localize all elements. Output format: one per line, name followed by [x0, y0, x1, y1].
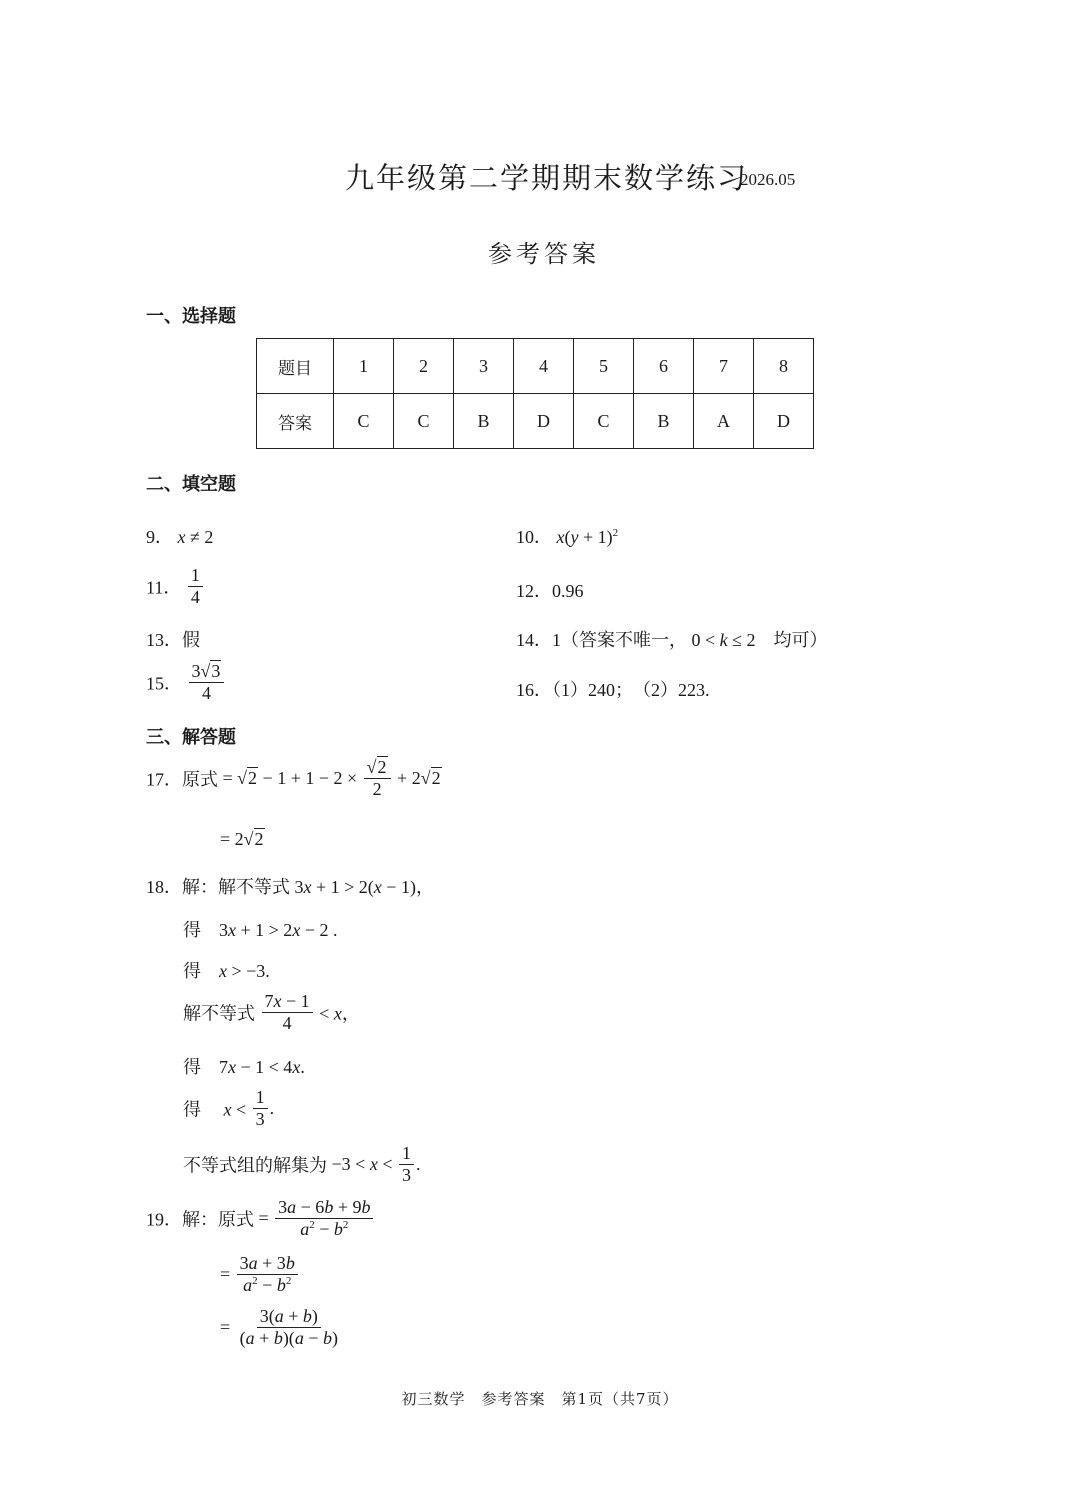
page-footer: 初三数学 参考答案 第1页（共7页） [401, 1390, 679, 1408]
table-cell: C [574, 394, 634, 449]
section-fill: 二、填空题 [146, 474, 236, 495]
table-cell: D [754, 394, 814, 449]
exam-date: 2026.05 [740, 170, 796, 189]
answer-14: 14．1（答案不唯一， 0 < k ≤ 2 均可） [516, 630, 828, 650]
answer-10: 10． $x(y + 1)^2$ [516, 527, 619, 547]
table-row-header: 答案 [257, 394, 334, 449]
answer-13: 13．假 [146, 630, 200, 650]
table-cell: 1 [334, 339, 394, 394]
answer-15: 15． $\frac{3√3}{4}$ [146, 662, 226, 703]
table-row-header: 题目 [257, 339, 334, 394]
page-subtitle: 参考答案 [488, 240, 600, 268]
answer-16: 16．（1）240； （2）223. [516, 680, 710, 700]
table-cell: 2 [394, 339, 454, 394]
table-cell: A [694, 394, 754, 449]
answer-11: 11． $\frac{1}{4}$ [146, 566, 205, 607]
solution-18-step: 得 7x − 1 < 4x. [183, 1057, 305, 1077]
solution-19: 19．解：原式 = $\frac{3a - 6b + 9b}{a^2 - b^2}$ [146, 1198, 375, 1239]
solution-18-step: 得 x > −3. [183, 961, 270, 981]
table-row [257, 394, 814, 449]
table-cell: B [634, 394, 694, 449]
answer-table [256, 338, 814, 449]
table-cell: 5 [574, 339, 634, 394]
solution-18-step: 得 3x + 1 > 2x − 2 . [183, 920, 338, 940]
answer-12: 12．0.96 [516, 581, 584, 601]
answer-9: 9． x ≠ 2 [146, 527, 214, 547]
solution-19-step: = $\frac{3(a + b)}{(a + b)(a - b)}$ [220, 1306, 338, 1348]
table-row [257, 339, 814, 394]
solution-19-step: = $\frac{3a + 3b}{a^2 - b^2}$ [220, 1254, 300, 1295]
solution-17-result: = 2√2 [220, 829, 264, 849]
table-cell: 6 [634, 339, 694, 394]
table-cell: 8 [754, 339, 814, 394]
solution-18-result: 不等式组的解集为 −3 < x < $\frac{1}{3}$ . [183, 1143, 421, 1185]
table-cell: 7 [694, 339, 754, 394]
table-cell: 4 [514, 339, 574, 394]
section-choice: 一、选择题 [146, 306, 236, 327]
solution-18-step: 得 x < $\frac{1}{3}$ . [183, 1087, 275, 1129]
solution-17: 17．原式 = √2 − 1 + 1 − 2 × $\frac{√2}{2}$ + 2√2 [146, 757, 441, 799]
section-solve: 三、解答题 [146, 727, 236, 748]
table-cell: C [334, 394, 394, 449]
table-cell: C [394, 394, 454, 449]
solution-18-step: 解不等式 $\frac{7x - 1}{4}$ < x， [183, 991, 360, 1033]
table-cell: 3 [454, 339, 514, 394]
table-cell: D [514, 394, 574, 449]
table-cell: B [454, 394, 514, 449]
page-title: 九年级第二学期期末数学练习 [345, 161, 749, 195]
solution-18: 18．解：解不等式 3x + 1 > 2(x − 1)， [146, 877, 434, 897]
